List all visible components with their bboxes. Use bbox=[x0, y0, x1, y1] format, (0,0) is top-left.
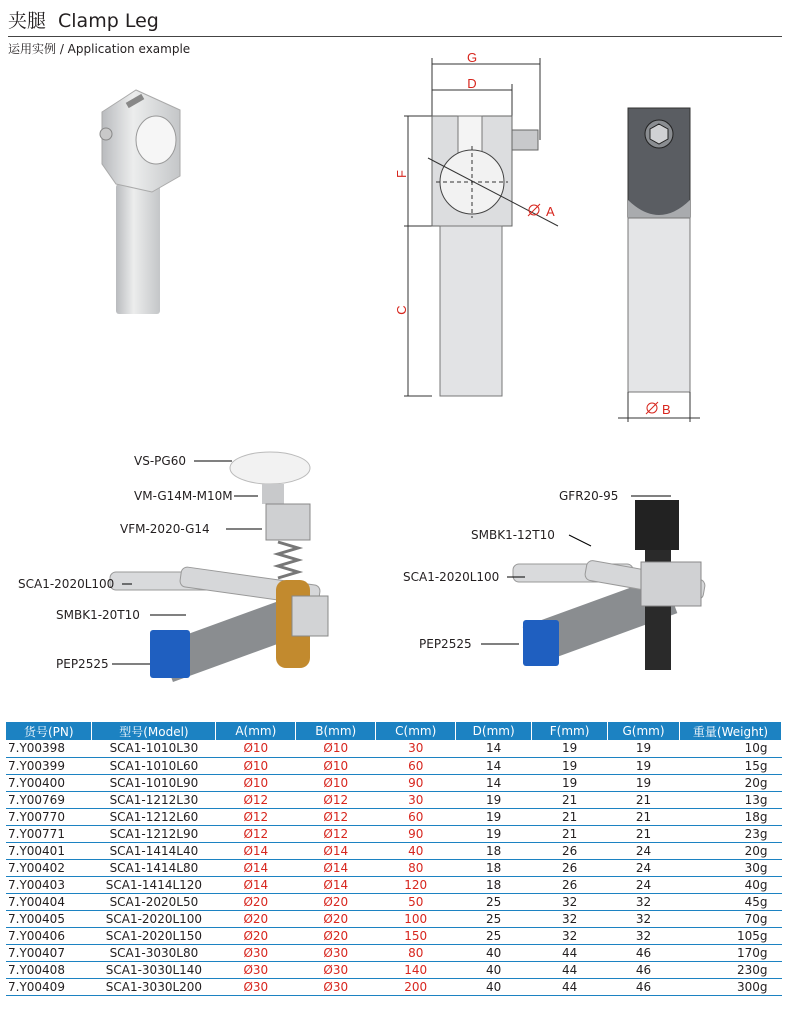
col-header-f: F(mm) bbox=[532, 722, 608, 740]
cell-g: 24 bbox=[608, 842, 680, 859]
cell-pn: 7.Y00402 bbox=[6, 859, 92, 876]
cell-c: 40 bbox=[376, 842, 456, 859]
cell-b: Ø30 bbox=[296, 944, 376, 961]
cell-g: 19 bbox=[608, 774, 680, 791]
cell-model: SCA1-1414L40 bbox=[92, 842, 216, 859]
page-subtitle: 运用实例 / Application example bbox=[8, 42, 191, 56]
callout-vfm-2020-g14: VFM-2020-G14 bbox=[120, 522, 210, 536]
cell-weight: 13g bbox=[680, 791, 782, 808]
cell-f: 32 bbox=[532, 910, 608, 927]
title-divider bbox=[8, 36, 782, 37]
page-header bbox=[8, 6, 782, 56]
example-2-leader-lines bbox=[395, 470, 790, 710]
cell-b: Ø10 bbox=[296, 774, 376, 791]
table-row bbox=[6, 825, 782, 842]
table-body bbox=[6, 740, 782, 995]
callout-pep2525: PEP2525 bbox=[419, 637, 472, 651]
cell-weight: 10g bbox=[680, 740, 782, 757]
cell-b: Ø10 bbox=[296, 757, 376, 774]
table-header-row bbox=[6, 722, 782, 740]
cell-pn: 7.Y00406 bbox=[6, 927, 92, 944]
cell-d: 18 bbox=[456, 859, 532, 876]
cell-g: 21 bbox=[608, 808, 680, 825]
dim-b-label: B bbox=[662, 402, 671, 417]
cell-a: Ø14 bbox=[216, 859, 296, 876]
cell-a: Ø30 bbox=[216, 978, 296, 995]
cell-c: 30 bbox=[376, 740, 456, 757]
cell-b: Ø30 bbox=[296, 978, 376, 995]
clamp-leg-photo bbox=[96, 84, 184, 316]
cell-g: 19 bbox=[608, 757, 680, 774]
cell-g: 32 bbox=[608, 910, 680, 927]
cell-weight: 105g bbox=[680, 927, 782, 944]
cell-a: Ø12 bbox=[216, 808, 296, 825]
table-row bbox=[6, 927, 782, 944]
cell-pn: 7.Y00770 bbox=[6, 808, 92, 825]
callout-vm-g14m-m10m: VM-G14M-M10M bbox=[134, 489, 233, 503]
cell-weight: 230g bbox=[680, 961, 782, 978]
cell-c: 60 bbox=[376, 757, 456, 774]
cell-b: Ø14 bbox=[296, 876, 376, 893]
table-row bbox=[6, 774, 782, 791]
cell-d: 40 bbox=[456, 961, 532, 978]
cell-a: Ø20 bbox=[216, 927, 296, 944]
cell-d: 14 bbox=[456, 740, 532, 757]
cell-d: 25 bbox=[456, 927, 532, 944]
cell-model: SCA1-1212L90 bbox=[92, 825, 216, 842]
cell-b: Ø12 bbox=[296, 791, 376, 808]
cell-g: 24 bbox=[608, 859, 680, 876]
cell-pn: 7.Y00398 bbox=[6, 740, 92, 757]
cell-a: Ø12 bbox=[216, 791, 296, 808]
cell-weight: 18g bbox=[680, 808, 782, 825]
cell-a: Ø30 bbox=[216, 961, 296, 978]
table-row bbox=[6, 757, 782, 774]
cell-d: 18 bbox=[456, 876, 532, 893]
cell-d: 19 bbox=[456, 825, 532, 842]
cell-c: 80 bbox=[376, 944, 456, 961]
cell-model: SCA1-2020L50 bbox=[92, 893, 216, 910]
cell-weight: 40g bbox=[680, 876, 782, 893]
cell-weight: 30g bbox=[680, 859, 782, 876]
cell-f: 44 bbox=[532, 978, 608, 995]
col-header-pn: 货号(PN) bbox=[6, 722, 92, 740]
cell-weight: 20g bbox=[680, 842, 782, 859]
cell-d: 19 bbox=[456, 808, 532, 825]
cell-d: 25 bbox=[456, 893, 532, 910]
callout-sca1-2020l100: SCA1-2020L100 bbox=[18, 577, 115, 591]
cell-b: Ø10 bbox=[296, 740, 376, 757]
cell-a: Ø10 bbox=[216, 774, 296, 791]
cell-f: 26 bbox=[532, 842, 608, 859]
cell-g: 32 bbox=[608, 927, 680, 944]
col-header-b: B(mm) bbox=[296, 722, 376, 740]
cell-model: SCA1-3030L200 bbox=[92, 978, 216, 995]
table-row bbox=[6, 740, 782, 757]
callout-smbk1-12t10: SMBK1-12T10 bbox=[471, 528, 555, 542]
cell-g: 46 bbox=[608, 978, 680, 995]
cell-f: 44 bbox=[532, 944, 608, 961]
cell-weight: 23g bbox=[680, 825, 782, 842]
cell-weight: 300g bbox=[680, 978, 782, 995]
table-row bbox=[6, 842, 782, 859]
title-cn: 夹腿 bbox=[8, 10, 47, 32]
col-header-a: A(mm) bbox=[216, 722, 296, 740]
cell-b: Ø14 bbox=[296, 859, 376, 876]
cell-f: 19 bbox=[532, 774, 608, 791]
callout-pep2525: PEP2525 bbox=[56, 657, 109, 671]
dim-g-label: G bbox=[466, 50, 478, 65]
cell-model: SCA1-1414L80 bbox=[92, 859, 216, 876]
cell-model: SCA1-1414L120 bbox=[92, 876, 216, 893]
cell-d: 18 bbox=[456, 842, 532, 859]
table-row bbox=[6, 808, 782, 825]
callout-sca1-2020l100: SCA1-2020L100 bbox=[403, 570, 500, 584]
dim-f-label: F bbox=[394, 170, 409, 178]
cell-b: Ø20 bbox=[296, 893, 376, 910]
cell-f: 19 bbox=[532, 740, 608, 757]
cell-g: 24 bbox=[608, 876, 680, 893]
cell-a: Ø14 bbox=[216, 876, 296, 893]
cell-g: 19 bbox=[608, 740, 680, 757]
cell-model: SCA1-1212L60 bbox=[92, 808, 216, 825]
cell-pn: 7.Y00401 bbox=[6, 842, 92, 859]
cell-d: 40 bbox=[456, 944, 532, 961]
col-header-d: D(mm) bbox=[456, 722, 532, 740]
cell-a: Ø10 bbox=[216, 740, 296, 757]
table-row bbox=[6, 961, 782, 978]
application-example-1 bbox=[0, 430, 380, 710]
callout-smbk1-20t10: SMBK1-20T10 bbox=[56, 608, 140, 622]
cell-model: SCA1-3030L80 bbox=[92, 944, 216, 961]
cell-g: 32 bbox=[608, 893, 680, 910]
cell-c: 60 bbox=[376, 808, 456, 825]
cell-g: 21 bbox=[608, 791, 680, 808]
cell-c: 100 bbox=[376, 910, 456, 927]
cell-a: Ø30 bbox=[216, 944, 296, 961]
page-title bbox=[8, 6, 782, 33]
col-header-g: G(mm) bbox=[608, 722, 680, 740]
cell-g: 46 bbox=[608, 944, 680, 961]
cell-model: SCA1-1010L30 bbox=[92, 740, 216, 757]
cell-c: 50 bbox=[376, 893, 456, 910]
cell-d: 14 bbox=[456, 774, 532, 791]
cell-pn: 7.Y00769 bbox=[6, 791, 92, 808]
cell-weight: 45g bbox=[680, 893, 782, 910]
cell-f: 26 bbox=[532, 876, 608, 893]
col-header-weight: 重量(Weight) bbox=[680, 722, 782, 740]
table-row bbox=[6, 791, 782, 808]
cell-a: Ø20 bbox=[216, 893, 296, 910]
cell-d: 40 bbox=[456, 978, 532, 995]
cell-f: 44 bbox=[532, 961, 608, 978]
cell-weight: 170g bbox=[680, 944, 782, 961]
cell-f: 26 bbox=[532, 859, 608, 876]
cell-weight: 20g bbox=[680, 774, 782, 791]
cell-f: 19 bbox=[532, 757, 608, 774]
cell-c: 90 bbox=[376, 825, 456, 842]
cell-b: Ø20 bbox=[296, 910, 376, 927]
cell-d: 14 bbox=[456, 757, 532, 774]
cell-c: 140 bbox=[376, 961, 456, 978]
cell-c: 80 bbox=[376, 859, 456, 876]
table-row bbox=[6, 893, 782, 910]
cell-b: Ø12 bbox=[296, 808, 376, 825]
cell-pn: 7.Y00404 bbox=[6, 893, 92, 910]
dim-d-label: D bbox=[467, 76, 477, 91]
table-row bbox=[6, 978, 782, 995]
cell-a: Ø12 bbox=[216, 825, 296, 842]
cell-c: 90 bbox=[376, 774, 456, 791]
cell-b: Ø30 bbox=[296, 961, 376, 978]
table-row bbox=[6, 910, 782, 927]
cell-weight: 70g bbox=[680, 910, 782, 927]
cell-c: 200 bbox=[376, 978, 456, 995]
cell-pn: 7.Y00399 bbox=[6, 757, 92, 774]
callout-gfr20-95: GFR20-95 bbox=[559, 489, 619, 503]
cell-pn: 7.Y00405 bbox=[6, 910, 92, 927]
cell-model: SCA1-2020L100 bbox=[92, 910, 216, 927]
example-1-leader-lines bbox=[0, 430, 380, 710]
cell-d: 25 bbox=[456, 910, 532, 927]
cell-pn: 7.Y00771 bbox=[6, 825, 92, 842]
cell-g: 21 bbox=[608, 825, 680, 842]
application-example-2 bbox=[395, 470, 790, 710]
cell-model: SCA1-1212L30 bbox=[92, 791, 216, 808]
cell-a: Ø14 bbox=[216, 842, 296, 859]
cell-g: 46 bbox=[608, 961, 680, 978]
table-row bbox=[6, 944, 782, 961]
spec-table bbox=[6, 722, 782, 996]
cell-b: Ø14 bbox=[296, 842, 376, 859]
callout-vs-pg60: VS-PG60 bbox=[134, 454, 186, 468]
col-header-model: 型号(Model) bbox=[92, 722, 216, 740]
front-view-drawing bbox=[388, 50, 578, 430]
cell-a: Ø20 bbox=[216, 910, 296, 927]
cell-f: 21 bbox=[532, 825, 608, 842]
cell-model: SCA1-3030L140 bbox=[92, 961, 216, 978]
cell-weight: 15g bbox=[680, 757, 782, 774]
cell-b: Ø20 bbox=[296, 927, 376, 944]
cell-f: 32 bbox=[532, 893, 608, 910]
table-row bbox=[6, 876, 782, 893]
cell-c: 150 bbox=[376, 927, 456, 944]
cell-model: SCA1-1010L90 bbox=[92, 774, 216, 791]
cell-d: 19 bbox=[456, 791, 532, 808]
cell-pn: 7.Y00407 bbox=[6, 944, 92, 961]
cell-f: 32 bbox=[532, 927, 608, 944]
cell-c: 30 bbox=[376, 791, 456, 808]
cell-model: SCA1-1010L60 bbox=[92, 757, 216, 774]
cell-f: 21 bbox=[532, 808, 608, 825]
dim-a-label: A bbox=[546, 204, 555, 219]
col-header-c: C(mm) bbox=[376, 722, 456, 740]
cell-pn: 7.Y00408 bbox=[6, 961, 92, 978]
cell-pn: 7.Y00400 bbox=[6, 774, 92, 791]
title-en: Clamp Leg bbox=[58, 10, 159, 32]
cell-a: Ø10 bbox=[216, 757, 296, 774]
cell-pn: 7.Y00409 bbox=[6, 978, 92, 995]
side-view-drawing bbox=[608, 100, 708, 430]
dim-c-label: C bbox=[394, 305, 409, 315]
cell-model: SCA1-2020L150 bbox=[92, 927, 216, 944]
cell-c: 120 bbox=[376, 876, 456, 893]
table-row bbox=[6, 859, 782, 876]
cell-f: 21 bbox=[532, 791, 608, 808]
cell-pn: 7.Y00403 bbox=[6, 876, 92, 893]
cell-b: Ø12 bbox=[296, 825, 376, 842]
